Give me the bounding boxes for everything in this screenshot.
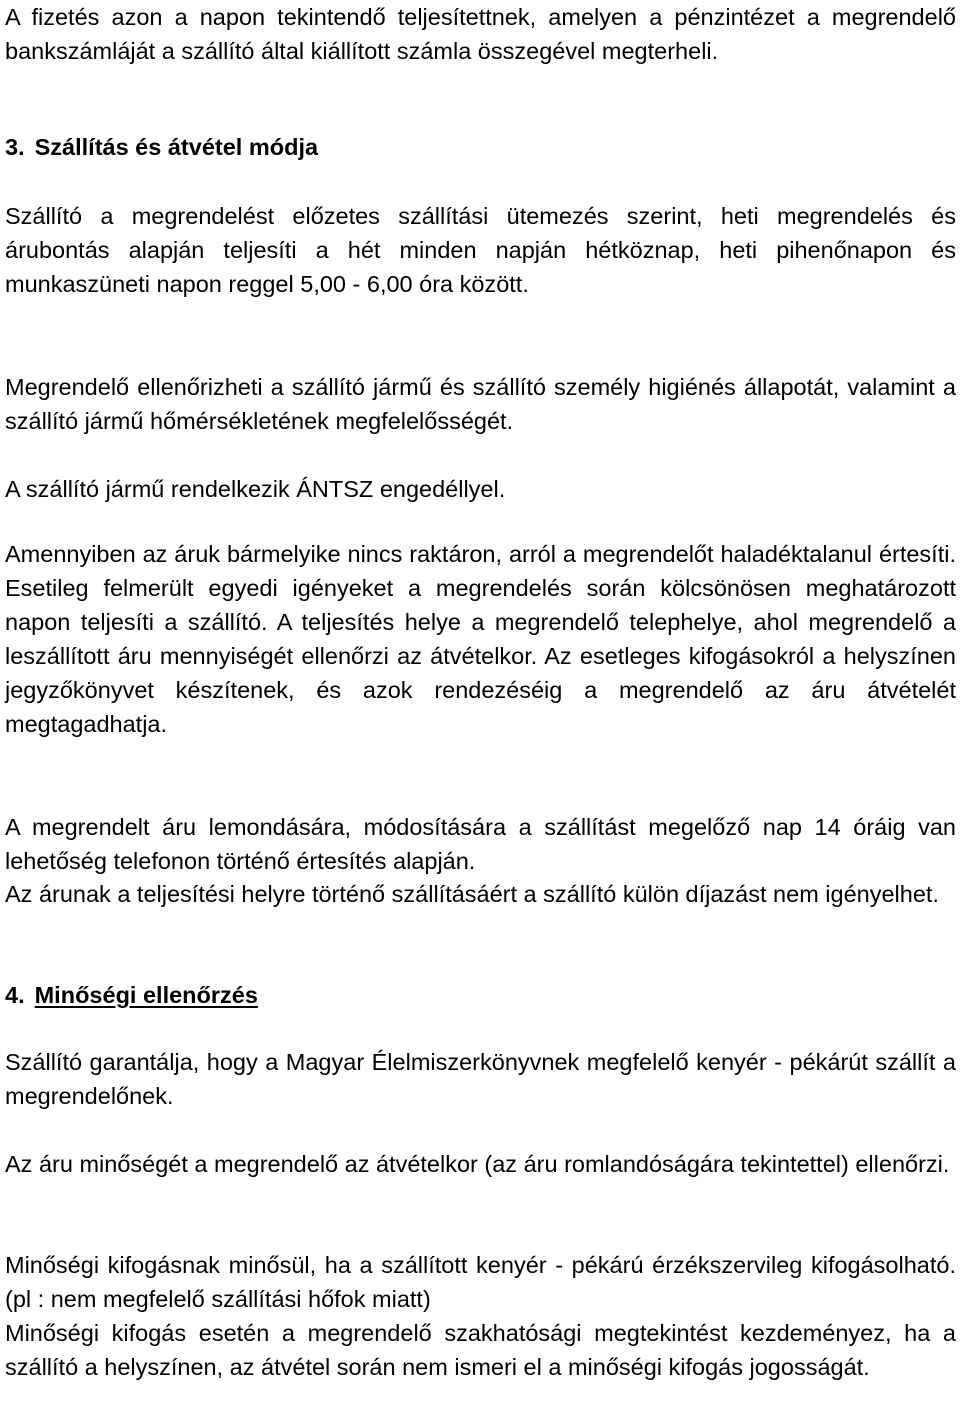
complaint-paragraph: Minőségi kifogásnak minősül, ha a szállított kenyér - pékárú érzékszervileg kifogásolható. (pl : nem megfelelő szállítási hőfok miatt): [5, 1252, 956, 1312]
fee-paragraph: Az árunak a teljesítési helyre történő szállításáért a szállító külön díjazást nem igényelhet.: [5, 881, 939, 907]
section-3-title: Szállítás és átvétel módja: [34, 134, 319, 160]
complaint-procedure-paragraph: Minőségi kifogás esetén a megrendelő szakhatósági megtekintést kezdeményez, ha a szállító a helyszínen, az átvétel során nem ismeri el a minőségi kifogás jogosságát.: [5, 1320, 956, 1380]
section-4-number: 4.: [5, 982, 25, 1008]
quality-check-paragraph: Az áru minőségét a megrendelő az átvételkor (az áru romlandóságára tekintettel) ellenőrzi.: [5, 1151, 950, 1177]
antsz-paragraph: A szállító jármű rendelkezik ÁNTSZ engedéllyel.: [5, 476, 506, 502]
vehicle-inspection-paragraph: Megrendelő ellenőrizheti a szállító jármű és szállító személy higiénés állapotát, valamint a szállító jármű hőmérsékletének megfelelősségét.: [5, 374, 956, 434]
stock-paragraph: Amennyiben az áruk bármelyike nincs raktáron, arról a megrendelőt haladéktalanul értesíti. Esetileg felmerült egyedi igényeket a megrendelés során kölcsönösen meghatározott napon teljesíti a szállító. A teljesítés helye a megrendelő telephelye, ahol megrendelő a leszállított áru mennyiségét ellenőrzi az átvételkor. Az esetleges kifogásokról a helyszínen jegyzőkönyvet készítenek, és azok rendezéséig a megrendelő az áru átvételét megtagadhatja.: [5, 541, 956, 737]
section-4-heading: [5, 978, 258, 1012]
delivery-schedule-paragraph: Szállító a megrendelést előzetes szállítási ütemezés szerint, heti megrendelés és árubontás alapján teljesíti a hét minden napján hétköznap, heti pihenőnapon és munkaszüneti napon reggel 5,00 - 6,00 óra között.: [5, 203, 956, 297]
section-3-number: 3.: [5, 134, 25, 160]
payment-paragraph: A fizetés azon a napon tekintendő teljesítettnek, amelyen a pénzintézet a megrendelő bankszámláját a szállító által kiállított számla összegével megterheli.: [5, 4, 956, 64]
section-3-heading: [5, 130, 318, 164]
cancellation-paragraph: A megrendelt áru lemondására, módosítására a szállítást megelőző nap 14 óráig van lehetőség telefonon történő értesítés alapján.: [5, 814, 956, 874]
section-4-title: Minőségi ellenőrzés: [34, 982, 258, 1008]
guarantee-paragraph: Szállító garantálja, hogy a Magyar Élelmiszerkönyvnek megfelelő kenyér - pékárút szállít a megrendelőnek.: [5, 1049, 956, 1109]
